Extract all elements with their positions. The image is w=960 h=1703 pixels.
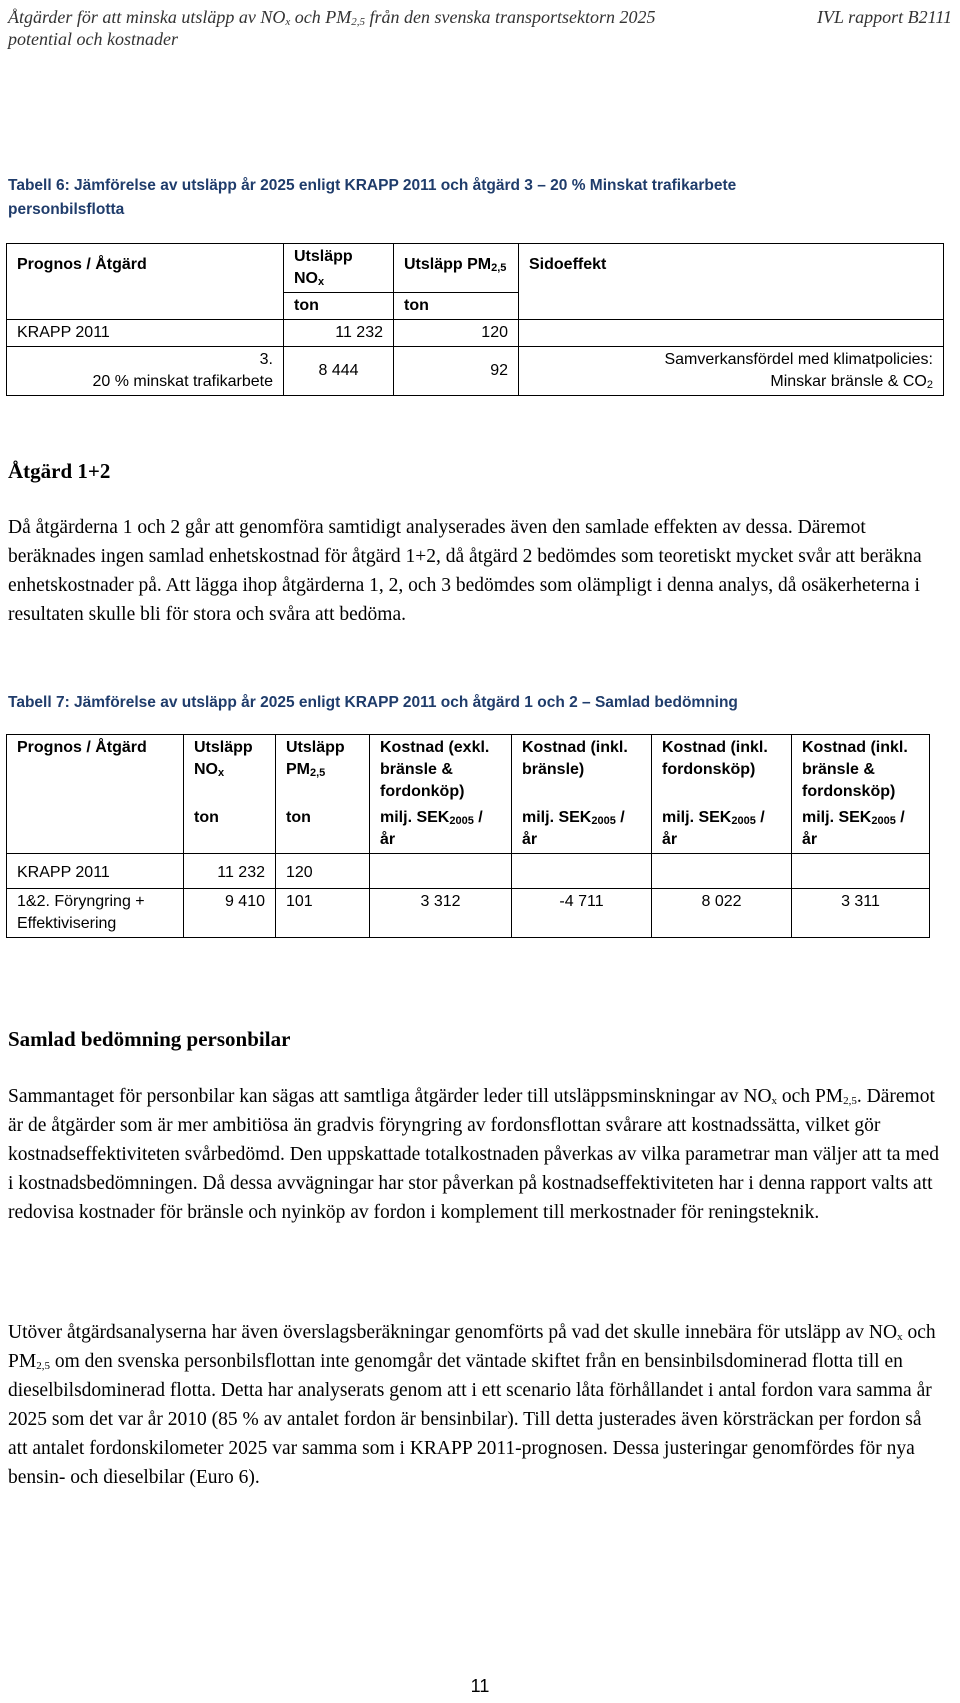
table-cell: 3 312	[370, 889, 512, 938]
table-cell: 3 311	[792, 889, 930, 938]
table-cell: ton	[276, 805, 370, 854]
table-header-cell: Utsläpp $PM_{2,5}$	[394, 244, 519, 293]
table-header-cell: Utsläpp $PM_{2,5}$	[276, 735, 370, 806]
table-row	[7, 244, 944, 293]
table-row	[7, 347, 944, 396]
table-cell: KRAPP 2011	[7, 854, 184, 889]
table-cell: 9 410	[184, 889, 276, 938]
table7	[6, 734, 930, 938]
table-cell: 92	[394, 347, 519, 396]
table-header-cell: Utsläpp $NO_x$	[184, 735, 276, 806]
table6-caption: Tabell 6: Jämförelse av utsläpp år 2025 enligt KRAPP 2011 och åtgärd 3 – 20 % Minskat trafikarbete personbilsflotta	[8, 177, 737, 218]
table-row	[7, 735, 930, 806]
table-cell: milj. $SEK_{2005}$ / år	[370, 805, 512, 854]
header-title: Åtgärder för att minska utsläpp av $NO_x$ och $PM_{2,5}$ från den svenska transportsektorn 2025	[8, 7, 656, 28]
table-cell: 101	[276, 889, 370, 938]
report-id: IVL rapport B2111	[816, 7, 952, 27]
table-cell	[792, 854, 930, 889]
page-header	[8, 6, 952, 50]
table-header-cell: Kostnad (inkl. bränsle & fordonsköp)	[792, 735, 930, 806]
section-paragraph: Utöver åtgärdsanalyserna har även överslagsberäkningar genomförts på vad det skulle innebära för utsläpp av $NO_x$ och $PM_{2,5}$ om den svenska personbilsflottan inte genomgår det väntade skiftet från en bensinbilsdominerad flotta till en dieselbilsdominerad flotta. Detta har analyserats genom att i ett scenario låta förhållandet i antal fordon vara samma år 2025 som det var år 2010 (85 % av antalet fordon är bensinbilar). Till detta justerades även körsträckan per fordon så att antalet fordonskilometer 2025 var samma som i KRAPP 2011-prognosen. Dessa justeringar genomfördes för nya bensin- och dieselbilar (Euro 6).	[8, 1322, 936, 1488]
table-cell: ton	[394, 293, 519, 320]
table-header-cell: Utsläpp $NO_x$	[284, 244, 394, 293]
table-cell	[370, 854, 512, 889]
table-cell: ton	[284, 293, 394, 320]
table-header-cell: Prognos / Åtgärd	[7, 735, 184, 806]
table-header-cell: Kostnad (inkl. bränsle)	[512, 735, 652, 806]
table-header-cell: Prognos / Åtgärd	[7, 244, 284, 293]
table-row	[7, 889, 930, 938]
table-cell: 3. 20 % minskat trafikarbete	[7, 347, 284, 396]
section-paragraph: Sammantaget för personbilar kan sägas att samtliga åtgärder leder till utsläppsminskningar av $NO_x$ och $PM_{2,5}$. Däremot är de åtgärder som är mer ambitiösa än gradvis föryngring av fordonsflottan svårare att kostnadssätta, vilket gör kostnadseffektiviteten svårbedömd. Den uppskattade totalkostnaden påverkas av vilka parametrar man väljer att ta med i kostnadsbedömningen. Då dessa avvägningar har stor påverkan på kostnadseffektiviteten har i denna rapport valts att redovisa kostnader för bränsle och nyinköp av fordon i komplement till merkostnader för reningsteknik.	[8, 1086, 939, 1223]
table-cell: 120	[276, 854, 370, 889]
table-cell: milj. $SEK_{2005}$ / år	[512, 805, 652, 854]
table-row	[7, 854, 930, 889]
table-cell	[512, 854, 652, 889]
table-row	[7, 320, 944, 347]
table-cell: 8 444	[284, 347, 394, 396]
table-cell: ton	[184, 805, 276, 854]
section-heading: Åtgärd 1+2	[8, 459, 111, 483]
table-cell	[7, 293, 284, 320]
table-cell: 120	[394, 320, 519, 347]
section-paragraph: Då åtgärderna 1 och 2 går att genomföra samtidigt analyserades även den samlade effekten av dessa. Däremot beräknades ingen samlad enhetskostnad för åtgärd 1+2, då åtgärd 2 bedömdes som teoretiskt mycket svår att beräkna enhetskostnader på. Att lägga ihop åtgärderna 1, 2, och 3 bedömdes som olämpligt i denna analys, då osäkerheterna i resultaten skulle bli för stora och svåra att bedöma.	[8, 517, 922, 625]
table-cell	[652, 854, 792, 889]
section-heading: Samlad bedömning personbilar	[8, 1027, 291, 1051]
table-header-cell: Kostnad (exkl. bränsle & fordonköp)	[370, 735, 512, 806]
table-header-cell: Kostnad (inkl. fordonsköp)	[652, 735, 792, 806]
header-subtitle: potential och kostnader	[8, 29, 178, 49]
table-cell: KRAPP 2011	[7, 320, 284, 347]
table-cell: 11 232	[284, 320, 394, 347]
table-cell: 1&2. Föryngring + Effektivisering	[7, 889, 184, 938]
table-row	[7, 805, 930, 854]
table-cell	[519, 293, 944, 320]
table-row	[7, 293, 944, 320]
table-cell	[7, 805, 184, 854]
table-cell: -4 711	[512, 889, 652, 938]
table-cell: milj. $SEK_{2005}$ / år	[792, 805, 930, 854]
table-cell: 11 232	[184, 854, 276, 889]
table6	[6, 243, 944, 396]
table-cell: 8 022	[652, 889, 792, 938]
table7-caption: Tabell 7: Jämförelse av utsläpp år 2025 enligt KRAPP 2011 och åtgärd 1 och 2 – Samlad bedömning	[8, 694, 738, 711]
page-number: 11	[470, 1676, 490, 1696]
table-cell: Samverkansfördel med klimatpolicies: Minskar bränsle & $CO_2$	[519, 347, 944, 396]
table-header-cell: Sidoeffekt	[519, 244, 944, 293]
table-cell	[519, 320, 944, 347]
table-cell: milj. $SEK_{2005}$ / år	[652, 805, 792, 854]
